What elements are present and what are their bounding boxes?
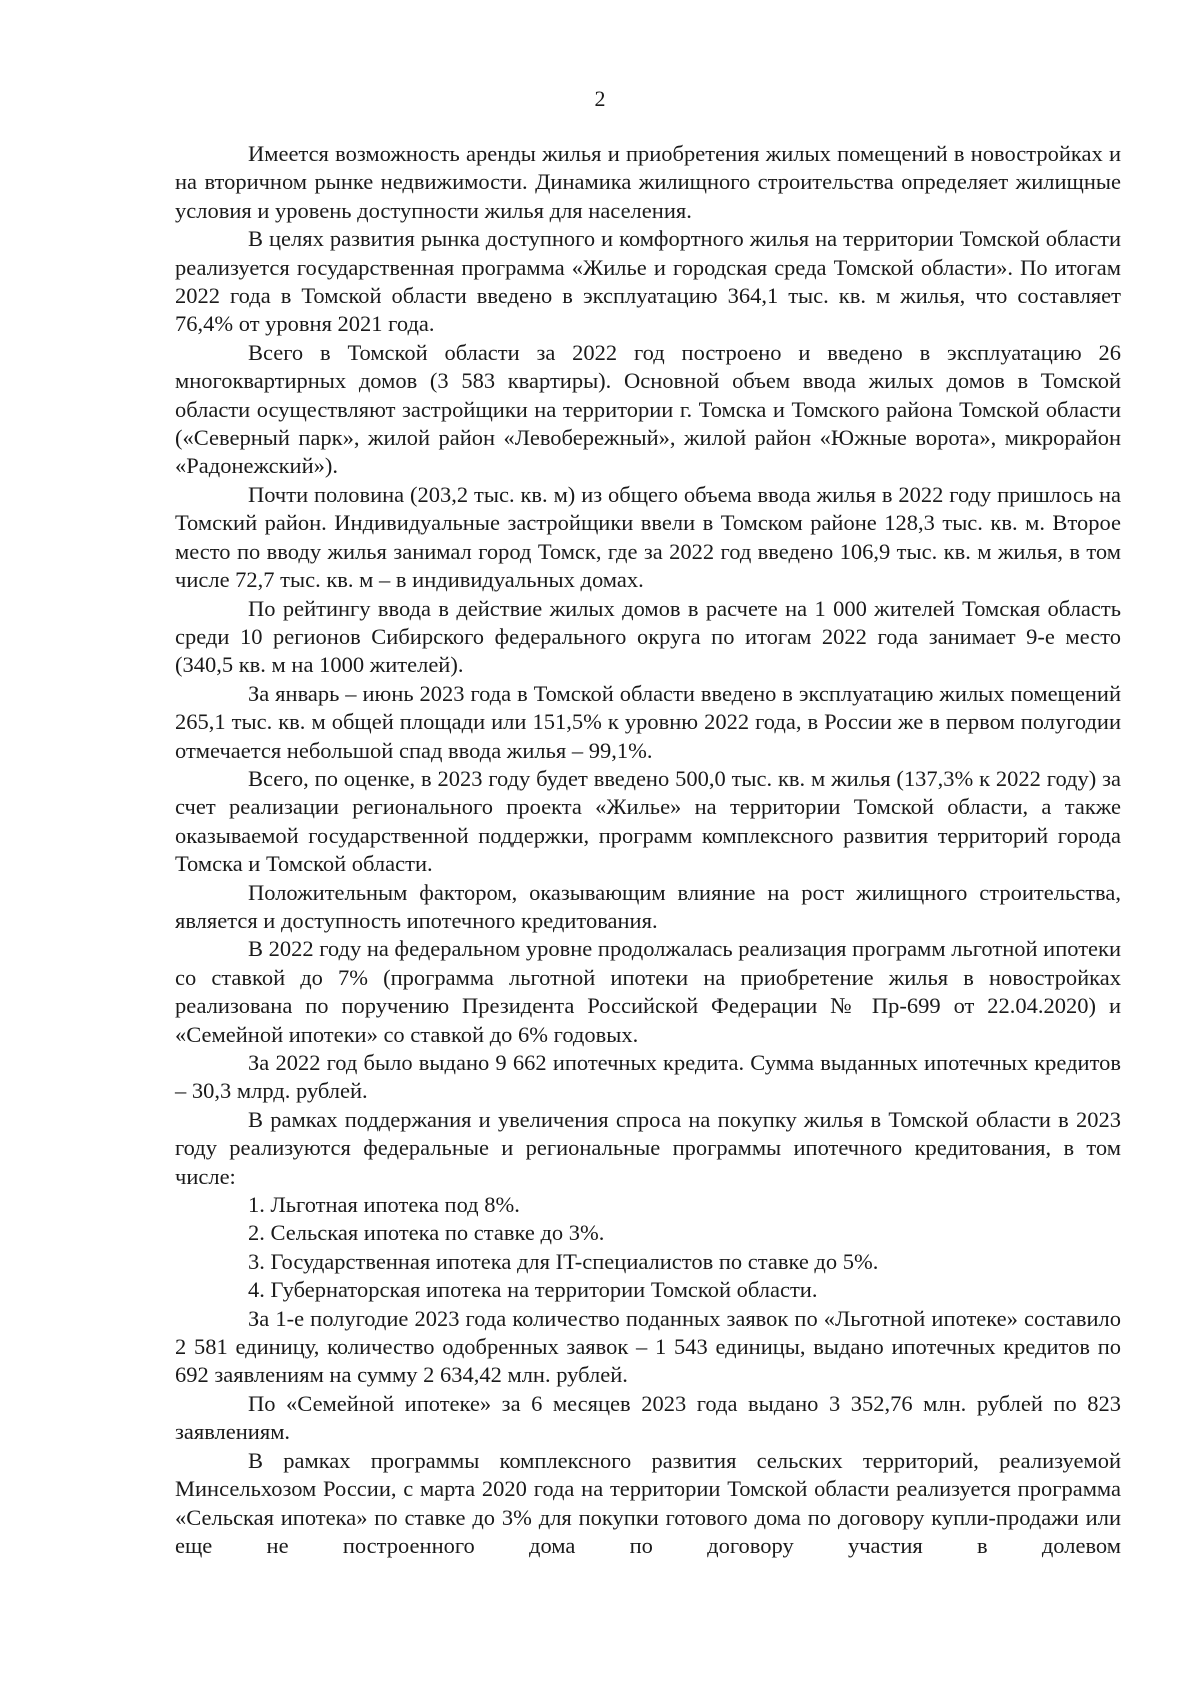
paragraph-family-mortgage: По «Семейной ипотеке» за 6 месяцев 2023 года выдано 3 352,76 млн. рублей по 823 заявлениям. bbox=[175, 1390, 1121, 1445]
paragraph-rating: По рейтингу ввода в действие жилых домов в расчете на 1 000 жителей Томская область среди 10 регионов Сибирского федерального округа по итогам 2022 года занимает 9-е место (340,5 кв. м на 1000 жителей). bbox=[175, 595, 1121, 678]
paragraph-mortgage-programs-intro: В рамках поддержания и увеличения спроса на покупку жилья в Томской области в 2023 году реализуются федеральные и региональные программы ипотечного кредитования, в том числе: bbox=[175, 1106, 1121, 1189]
paragraph-rural-program: В рамках программы комплексного развития сельских территорий, реализуемой Минсельхозом России, с марта 2020 года на территории Томской области реализуется программа «Сельская ипотека» по ставке до 3% для покупки готового дома по договору купли-продажи или еще не построенного дома по договору участия в долевом bbox=[175, 1447, 1121, 1558]
list-item-it-mortgage: 3. Государственная ипотека для IT-специалистов по ставке до 5%. bbox=[248, 1248, 879, 1274]
paragraph-first-half-2023: За январь – июнь 2023 года в Томской области введено в эксплуатацию жилых помещений 265,1 тыс. кв. м общей площади или 151,5% к уровню 2022 года, в России же в первом полугодии отмечается небольшой спад ввода жилья – 99,1%. bbox=[175, 680, 1121, 763]
list-item-governor-mortgage: 4. Губернаторская ипотека на территории Томской области. bbox=[248, 1277, 818, 1303]
page-number: 2 bbox=[594, 86, 606, 111]
list-item-preferential-mortgage: 1. Льготная ипотека под 8%. bbox=[248, 1192, 520, 1218]
paragraph-federal-programs: В 2022 году на федеральном уровне продолжалась реализация программ льготной ипотеки со ставкой до 7% (программа льготной ипотеки на приобретение жилья в новостройках реализована по поручению Президента Российской Федерации № Пр-699 от 22.04.2020) и «Семейной ипотеки» со ставкой до 6% годовых. bbox=[175, 936, 1121, 1047]
paragraph-tomsk-district: Почти половина (203,2 тыс. кв. м) из общего объема ввода жилья в 2022 году пришлось на Томский район. Индивидуальные застройщики ввели в Томском районе 128,3 тыс. кв. м. Второе место по вводу жилья занимал город Томск, где за 2022 год введено 106,9 тыс. кв. м жилья, в том числе 72,7 тыс. кв. м – в индивидуальных домах. bbox=[175, 481, 1121, 593]
paragraph-preferential-results: За 1-е полугодие 2023 года количество поданных заявок по «Льготной ипотеке» составило 2 581 единицу, количество одобренных заявок – 1 543 единицы, выдано ипотечных кредитов по 692 заявлениям на сумму 2 634,42 млн. рублей. bbox=[175, 1305, 1121, 1388]
paragraph-estimate-2023: Всего, по оценке, в 2023 году будет введено 500,0 тыс. кв. м жилья (137,3% к 2022 году) за счет реализации регионального проекта «Жилье» на территории Томской области, а также оказываемой государственной поддержки, программ комплексного развития территорий города Томска и Томской области. bbox=[175, 765, 1121, 877]
paragraph-apartment-buildings: Всего в Томской области за 2022 год построено и введено в эксплуатацию 26 многоквартирных домов (3 583 квартиры). Основной объем ввода жилых домов в Томской области осуществляют застройщики на территории г. Томска и Томского района Томской области («Северный парк», жилой район «Левобережный», жилой район «Южные ворота», микрорайон «Радонежский»). bbox=[175, 339, 1121, 479]
paragraph-housing-market: Имеется возможность аренды жилья и приобретения жилых помещений в новостройках и на вторичном рынке недвижимости. Динамика жилищного строительства определяет жилищные условия и уровень доступности жилья для населения. bbox=[175, 141, 1121, 223]
paragraph-mortgage-factor: Положительным фактором, оказывающим влияние на рост жилищного строительства, является и доступность ипотечного кредитования. bbox=[175, 879, 1121, 933]
paragraph-mortgage-2022: За 2022 год было выдано 9 662 ипотечных кредита. Сумма выданных ипотечных кредитов – 30,3 млрд. рублей. bbox=[175, 1050, 1121, 1104]
document-body bbox=[175, 140, 1121, 1560]
list-item-rural-mortgage: 2. Сельская ипотека по ставке до 3%. bbox=[248, 1220, 605, 1246]
paragraph-state-program: В целях развития рынка доступного и комфортного жилья на территории Томской области реализуется государственная программа «Жилье и городская среда Томской области». По итогам 2022 года в Томской области введено в эксплуатацию 364,1 тыс. кв. м жилья, что составляет 76,4% от уровня 2021 года. bbox=[175, 226, 1121, 337]
